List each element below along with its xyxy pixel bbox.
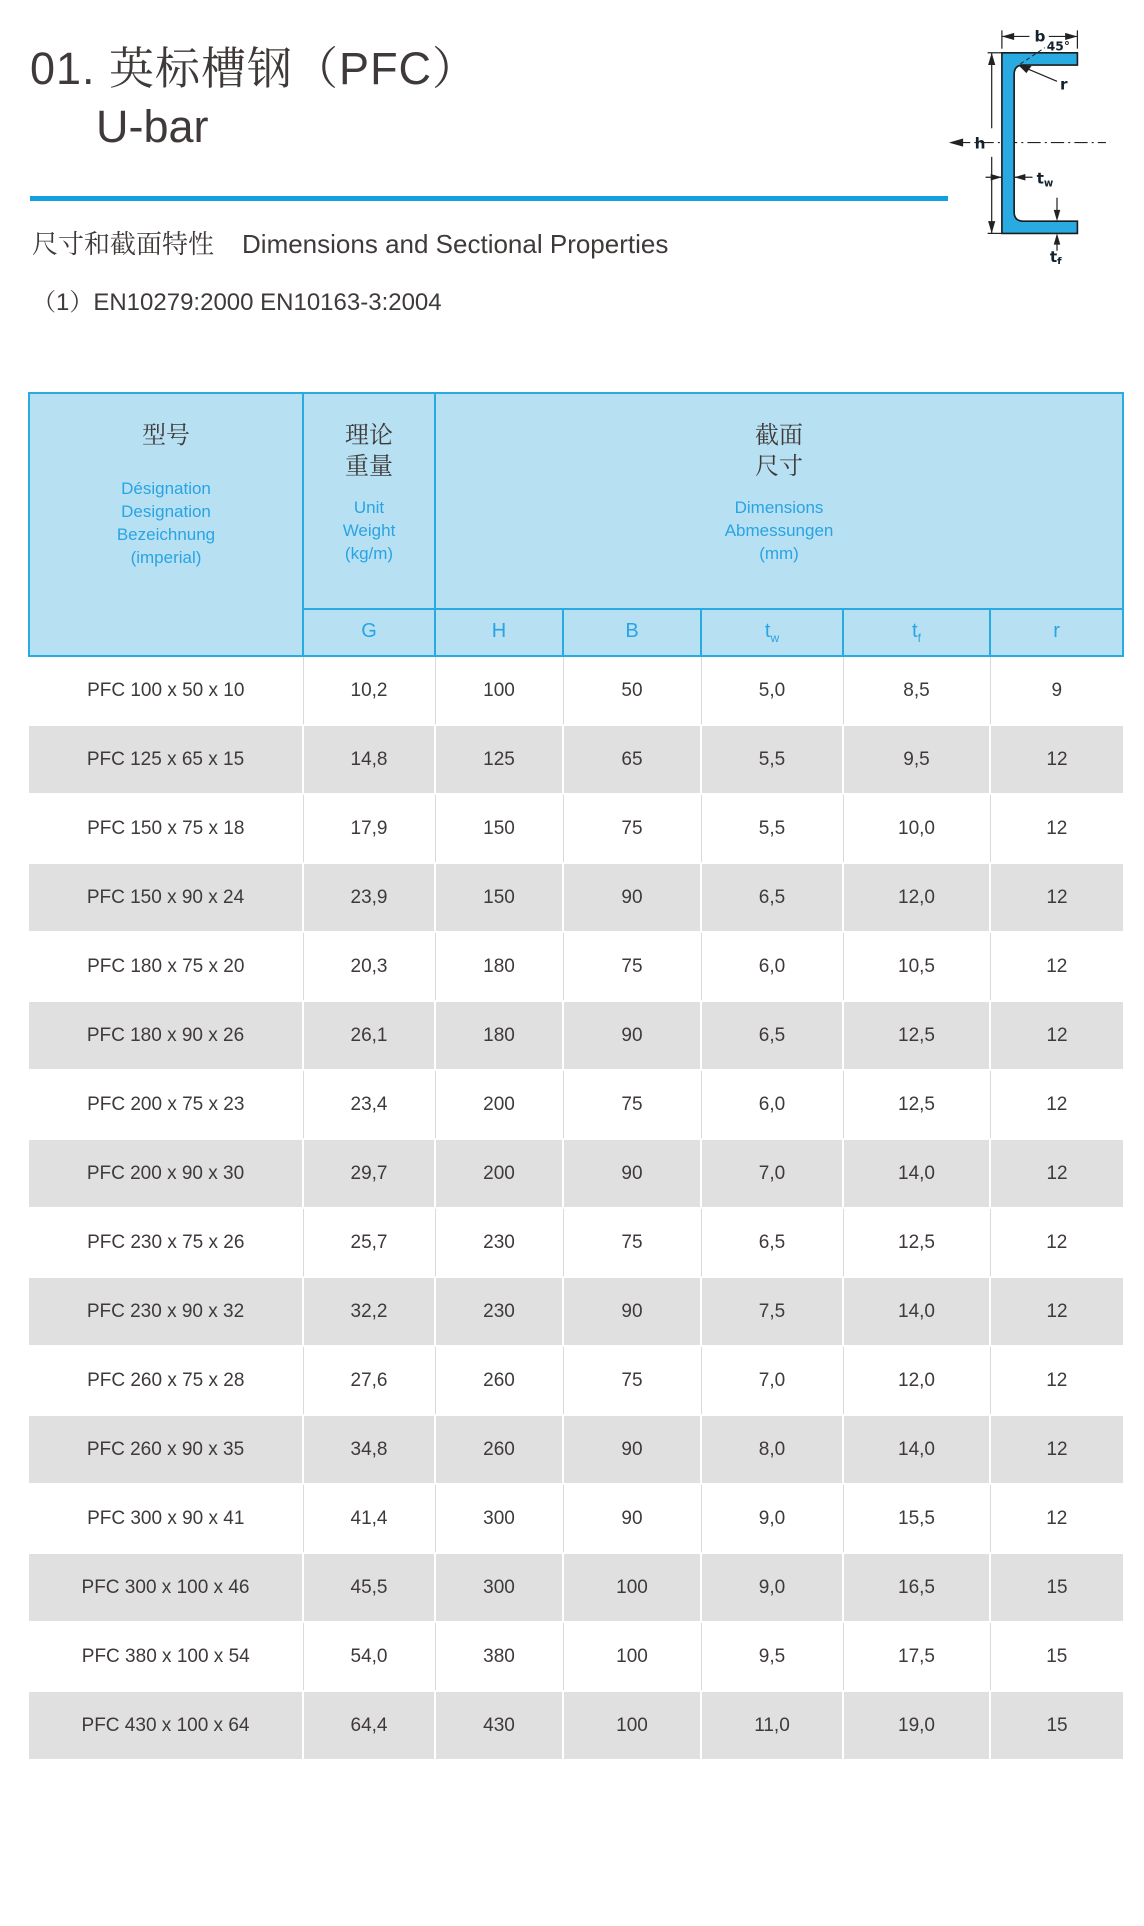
value-cell: 90 xyxy=(563,1139,701,1208)
value-cell: 12,5 xyxy=(843,1208,990,1277)
value-cell: 75 xyxy=(563,794,701,863)
tw-arrow-right xyxy=(1014,174,1025,181)
table-row xyxy=(29,725,1123,794)
table-row xyxy=(29,863,1123,932)
header-unit-weight xyxy=(303,393,435,609)
value-cell: 12 xyxy=(990,1208,1123,1277)
value-cell: 90 xyxy=(563,1484,701,1553)
subheader-tw: $t_w$ xyxy=(701,609,843,656)
table-body xyxy=(29,656,1123,1760)
value-cell: 12,5 xyxy=(843,1001,990,1070)
value-cell: 300 xyxy=(435,1553,563,1622)
header-unit-weight-en-line: Weight xyxy=(342,521,396,540)
value-cell: 64,4 xyxy=(303,1691,435,1760)
value-cell: 380 xyxy=(435,1622,563,1691)
dim-b-label: b xyxy=(1034,27,1046,46)
value-cell: 260 xyxy=(435,1415,563,1484)
designation-cell: PFC 150 x 90 x 24 xyxy=(29,863,303,932)
value-cell: 260 xyxy=(435,1346,563,1415)
title-underline-rule xyxy=(30,196,948,201)
subheader-H: H xyxy=(435,609,563,656)
value-cell: 15 xyxy=(990,1553,1123,1622)
page-subtitle xyxy=(32,224,668,261)
value-cell: 5,5 xyxy=(701,725,843,794)
value-cell: 25,7 xyxy=(303,1208,435,1277)
value-cell: 12 xyxy=(990,794,1123,863)
value-cell: 9,0 xyxy=(701,1484,843,1553)
header-designation xyxy=(29,393,303,656)
value-cell: 12 xyxy=(990,1139,1123,1208)
designation-cell: PFC 180 x 90 x 26 xyxy=(29,1001,303,1070)
subtitle-en: Dimensions and Sectional Properties xyxy=(242,229,669,259)
designation-cell: PFC 200 x 75 x 23 xyxy=(29,1070,303,1139)
designation-cell: PFC 430 x 100 x 64 xyxy=(29,1691,303,1760)
designation-cell: PFC 260 x 75 x 28 xyxy=(29,1346,303,1415)
header-designation-en-line: (imperial) xyxy=(130,548,202,567)
designation-cell: PFC 380 x 100 x 54 xyxy=(29,1622,303,1691)
value-cell: 15 xyxy=(990,1622,1123,1691)
tw-arrow-left xyxy=(991,174,1002,181)
header-dimensions-zh-line: 截面 xyxy=(755,422,804,449)
designation-cell: PFC 300 x 100 x 46 xyxy=(29,1553,303,1622)
value-cell: 5,5 xyxy=(701,794,843,863)
value-cell: 6,5 xyxy=(701,1001,843,1070)
table-row xyxy=(29,1346,1123,1415)
page-title-zh: 01. 英标槽钢（PFC） xyxy=(30,43,479,94)
header-designation-en-line: Désignation xyxy=(121,479,211,498)
value-cell: 12 xyxy=(990,1415,1123,1484)
h-arrow-top xyxy=(988,53,995,65)
tf-arrow-up xyxy=(1054,233,1061,244)
value-cell: 17,9 xyxy=(303,794,435,863)
value-cell: 12 xyxy=(990,863,1123,932)
subheader-tf: $t_f$ xyxy=(843,609,990,656)
value-cell: 230 xyxy=(435,1208,563,1277)
designation-cell: PFC 230 x 90 x 32 xyxy=(29,1277,303,1346)
value-cell: 6,0 xyxy=(701,1070,843,1139)
subtitle-zh: 尺寸和截面特性 xyxy=(32,229,215,259)
header-dimensions-en-line: Dimensions xyxy=(734,498,824,517)
value-cell: 14,8 xyxy=(303,725,435,794)
properties-table-wrap xyxy=(28,392,1122,1761)
value-cell: 20,3 xyxy=(303,932,435,1001)
designation-cell: PFC 150 x 75 x 18 xyxy=(29,794,303,863)
designation-cell: PFC 100 x 50 x 10 xyxy=(29,656,303,725)
value-cell: 9 xyxy=(990,656,1123,725)
value-cell: 75 xyxy=(563,1346,701,1415)
table-row xyxy=(29,1553,1123,1622)
b-arrow-left xyxy=(1002,33,1014,40)
table-row xyxy=(29,1622,1123,1691)
channel-section-drawing xyxy=(942,14,1122,264)
header-dimensions-zh-line: 尺寸 xyxy=(755,453,804,480)
value-cell: 12,0 xyxy=(843,863,990,932)
value-cell: 12 xyxy=(990,1346,1123,1415)
dim-tf-label: $t_f$ xyxy=(1049,247,1062,264)
value-cell: 9,5 xyxy=(843,725,990,794)
header-unit-weight-zh-line: 理论 xyxy=(345,422,393,449)
table-row xyxy=(29,1691,1123,1760)
value-cell: 29,7 xyxy=(303,1139,435,1208)
tf-arrow-down xyxy=(1054,210,1061,221)
value-cell: 7,5 xyxy=(701,1277,843,1346)
value-cell: 75 xyxy=(563,1070,701,1139)
value-cell: 7,0 xyxy=(701,1346,843,1415)
value-cell: 65 xyxy=(563,725,701,794)
value-cell: 12 xyxy=(990,1484,1123,1553)
properties-table xyxy=(28,392,1124,1761)
header-unit-weight-en-line: Unit xyxy=(353,498,385,517)
value-cell: 12,5 xyxy=(843,1070,990,1139)
value-cell: 300 xyxy=(435,1484,563,1553)
table-row xyxy=(29,1208,1123,1277)
value-cell: 12 xyxy=(990,1070,1123,1139)
value-cell: 430 xyxy=(435,1691,563,1760)
designation-cell: PFC 125 x 65 x 15 xyxy=(29,725,303,794)
header-dimensions-en-line: Abmessungen xyxy=(724,521,834,540)
value-cell: 26,1 xyxy=(303,1001,435,1070)
value-cell: 6,5 xyxy=(701,1208,843,1277)
page-title xyxy=(30,40,478,156)
value-cell: 125 xyxy=(435,725,563,794)
value-cell: 75 xyxy=(563,932,701,1001)
table-row xyxy=(29,1415,1123,1484)
value-cell: 14,0 xyxy=(843,1415,990,1484)
value-cell: 10,5 xyxy=(843,932,990,1001)
subheader-r: r xyxy=(990,609,1123,656)
value-cell: 150 xyxy=(435,863,563,932)
value-cell: 15,5 xyxy=(843,1484,990,1553)
centerline-arrow xyxy=(949,138,963,146)
table-row xyxy=(29,656,1123,725)
table-row xyxy=(29,794,1123,863)
value-cell: 17,5 xyxy=(843,1622,990,1691)
subheader-G: G xyxy=(303,609,435,656)
header-dimensions-en-line: (mm) xyxy=(759,544,799,563)
value-cell: 16,5 xyxy=(843,1553,990,1622)
value-cell: 23,9 xyxy=(303,863,435,932)
value-cell: 12 xyxy=(990,1001,1123,1070)
header-designation-zh: 型号 xyxy=(142,422,190,449)
value-cell: 90 xyxy=(563,1001,701,1070)
header-dimensions-group xyxy=(435,393,1123,609)
value-cell: 50 xyxy=(563,656,701,725)
value-cell: 14,0 xyxy=(843,1277,990,1346)
table-row xyxy=(29,1484,1123,1553)
value-cell: 6,5 xyxy=(701,863,843,932)
value-cell: 45,5 xyxy=(303,1553,435,1622)
dim-tw-label: $t_w$ xyxy=(1036,169,1054,190)
dim-angle-label: 45° xyxy=(1046,39,1070,54)
value-cell: 100 xyxy=(435,656,563,725)
table-row xyxy=(29,1001,1123,1070)
page-title-en: U-bar xyxy=(96,101,209,152)
value-cell: 90 xyxy=(563,863,701,932)
value-cell: 100 xyxy=(563,1553,701,1622)
table-row xyxy=(29,1139,1123,1208)
value-cell: 10,2 xyxy=(303,656,435,725)
value-cell: 230 xyxy=(435,1277,563,1346)
value-cell: 200 xyxy=(435,1139,563,1208)
value-cell: 180 xyxy=(435,932,563,1001)
header-designation-en-line: Bezeichnung xyxy=(116,525,216,544)
value-cell: 90 xyxy=(563,1277,701,1346)
value-cell: 34,8 xyxy=(303,1415,435,1484)
value-cell: 12 xyxy=(990,725,1123,794)
value-cell: 100 xyxy=(563,1691,701,1760)
value-cell: 10,0 xyxy=(843,794,990,863)
value-cell: 11,0 xyxy=(701,1691,843,1760)
value-cell: 19,0 xyxy=(843,1691,990,1760)
value-cell: 27,6 xyxy=(303,1346,435,1415)
table-row xyxy=(29,1070,1123,1139)
value-cell: 100 xyxy=(563,1622,701,1691)
value-cell: 200 xyxy=(435,1070,563,1139)
value-cell: 8,0 xyxy=(701,1415,843,1484)
value-cell: 180 xyxy=(435,1001,563,1070)
table-row xyxy=(29,1277,1123,1346)
value-cell: 32,2 xyxy=(303,1277,435,1346)
designation-cell: PFC 260 x 90 x 35 xyxy=(29,1415,303,1484)
value-cell: 12,0 xyxy=(843,1346,990,1415)
standards-line: （1）EN10279:2000 EN10163-3:2004 xyxy=(32,289,442,316)
h-arrow-bottom xyxy=(988,221,995,233)
value-cell: 54,0 xyxy=(303,1622,435,1691)
value-cell: 15 xyxy=(990,1691,1123,1760)
value-cell: 12 xyxy=(990,1277,1123,1346)
value-cell: 6,0 xyxy=(701,932,843,1001)
value-cell: 23,4 xyxy=(303,1070,435,1139)
value-cell: 41,4 xyxy=(303,1484,435,1553)
value-cell: 9,0 xyxy=(701,1553,843,1622)
table-row xyxy=(29,932,1123,1001)
value-cell: 90 xyxy=(563,1415,701,1484)
designation-cell: PFC 230 x 75 x 26 xyxy=(29,1208,303,1277)
value-cell: 7,0 xyxy=(701,1139,843,1208)
value-cell: 8,5 xyxy=(843,656,990,725)
header-unit-weight-zh-line: 重量 xyxy=(345,453,393,480)
designation-cell: PFC 180 x 75 x 20 xyxy=(29,932,303,1001)
dim-h-label: h xyxy=(974,134,986,153)
subheader-B: B xyxy=(563,609,701,656)
value-cell: 5,0 xyxy=(701,656,843,725)
header-designation-en-line: Designation xyxy=(121,502,211,521)
value-cell: 14,0 xyxy=(843,1139,990,1208)
designation-cell: PFC 200 x 90 x 30 xyxy=(29,1139,303,1208)
value-cell: 12 xyxy=(990,932,1123,1001)
dim-r-label: r xyxy=(1060,75,1068,94)
designation-cell: PFC 300 x 90 x 41 xyxy=(29,1484,303,1553)
value-cell: 75 xyxy=(563,1208,701,1277)
value-cell: 150 xyxy=(435,794,563,863)
value-cell: 9,5 xyxy=(701,1622,843,1691)
section-diagram xyxy=(942,14,1122,264)
header-unit-weight-en-line: (kg/m) xyxy=(344,544,394,563)
